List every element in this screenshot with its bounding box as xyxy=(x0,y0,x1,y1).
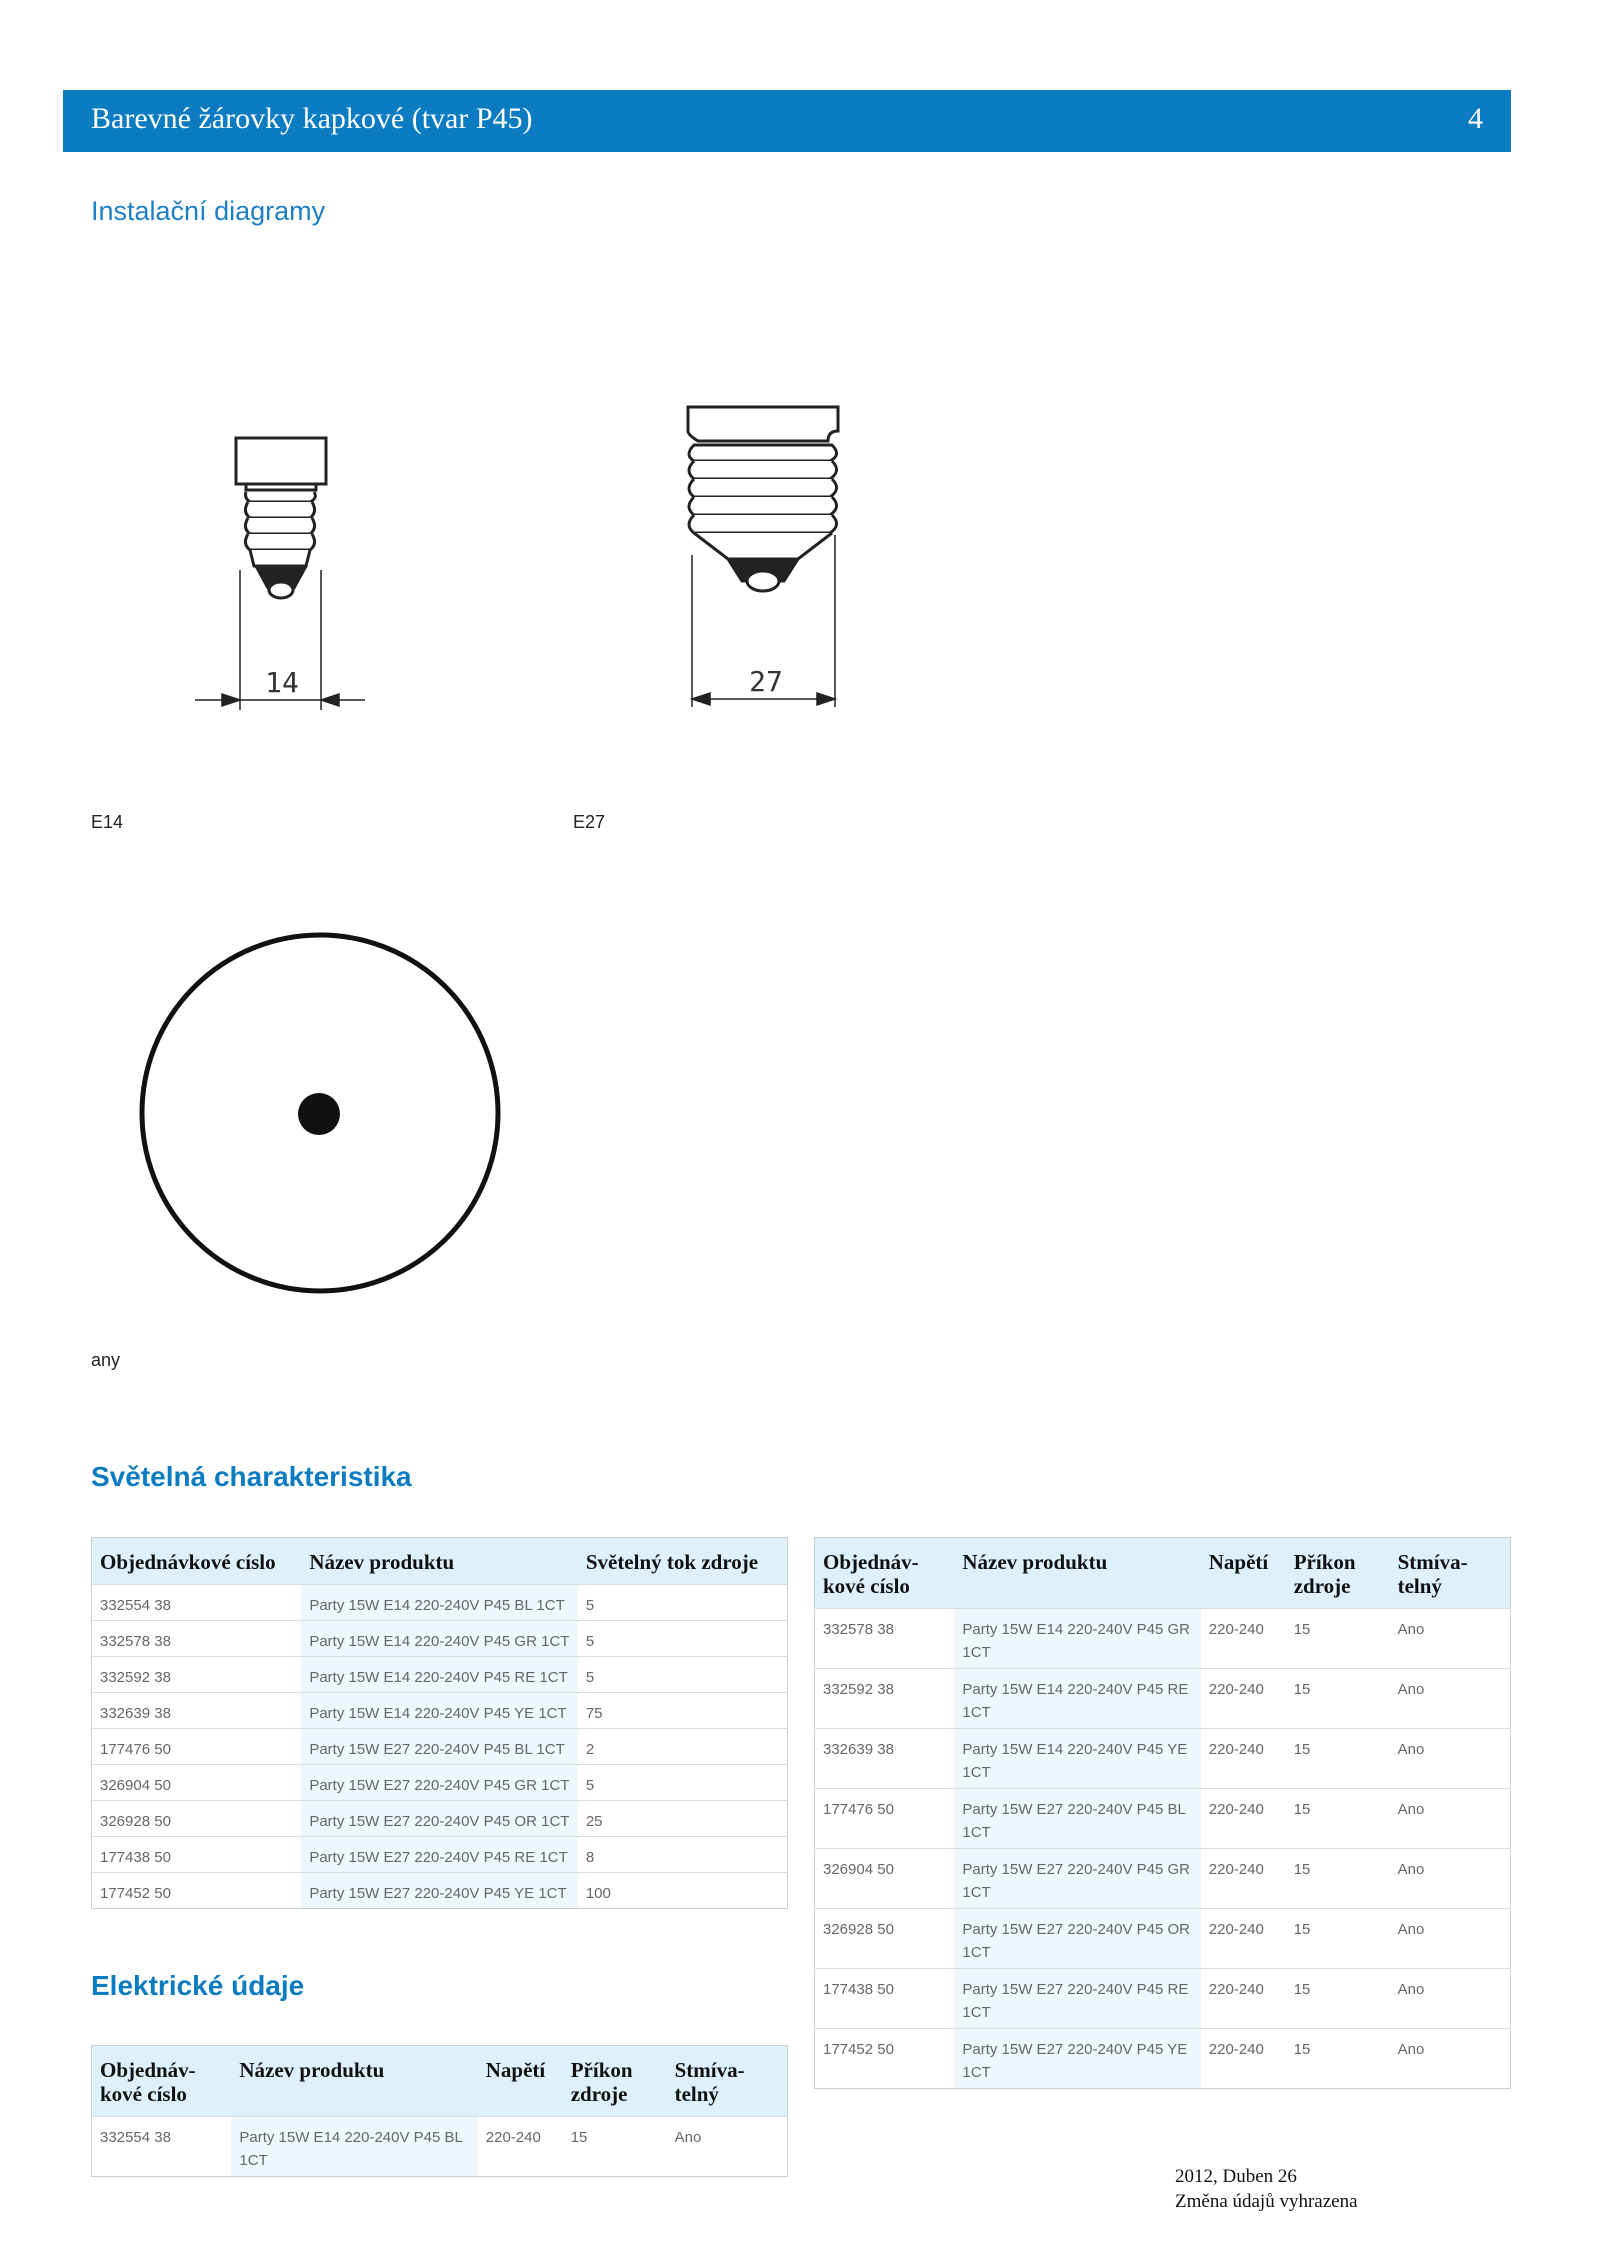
electrical-table-header xyxy=(815,1538,1511,1609)
installation-title: Instalační diagramy xyxy=(91,196,326,226)
table-row: 326904 50 Party 15W E27 220-240V P45 GR 1CT 220-240 15 Ano xyxy=(815,1849,1511,1909)
col-dimmable: Stmíva-telný xyxy=(667,2046,788,2117)
table-row: 177438 50 Party 15W E27 220-240V P45 RE 1CT 8 xyxy=(92,1837,788,1873)
col-voltage: Napětí xyxy=(1201,1538,1286,1609)
col-order-number: Objednáv-kové císlo xyxy=(92,2046,232,2117)
table-row: 332592 38 Party 15W E14 220-240V P45 RE 1CT 220-240 15 Ano xyxy=(815,1669,1511,1729)
table-row: 326904 50 Party 15W E27 220-240V P45 GR 1CT 5 xyxy=(92,1765,788,1801)
e27-socket-drawing xyxy=(688,407,838,591)
orientation-label: any xyxy=(91,1350,121,1370)
table-row: 177452 50 Party 15W E27 220-240V P45 YE 1CT 100 xyxy=(92,1873,788,1909)
table-row: 177438 50 Party 15W E27 220-240V P45 RE 1CT 220-240 15 Ano xyxy=(815,1969,1511,2029)
col-order-number: Objednáv-kové císlo xyxy=(815,1538,955,1609)
col-power: Příkon zdroje xyxy=(1286,1538,1390,1609)
light-table-header xyxy=(92,1538,788,1585)
col-product-name: Název produktu xyxy=(954,1538,1200,1609)
table-row: 177452 50 Party 15W E27 220-240V P45 YE 1CT 220-240 15 Ano xyxy=(815,2029,1511,2089)
col-product-name: Název produktu xyxy=(301,1538,578,1585)
col-order-number: Objednávkové císlo xyxy=(92,1538,302,1585)
e27-label: E27 xyxy=(573,812,606,832)
electrical-table-left xyxy=(91,2045,788,2177)
e14-label: E14 xyxy=(91,812,124,832)
light-section-title: Světelná charakteristika xyxy=(91,1461,412,1492)
table-row: 332639 38 Party 15W E14 220-240V P45 YE 1CT 75 xyxy=(92,1693,788,1729)
e14-dimension: 14 xyxy=(265,666,299,699)
footer-date: 2012, Duben 26 xyxy=(1175,2166,1297,2187)
table-row: 177476 50 Party 15W E27 220-240V P45 BL 1CT 220-240 15 Ano xyxy=(815,1789,1511,1849)
table-row: 332554 38 Party 15W E14 220-240V P45 BL 1CT 220-240 15 Ano xyxy=(92,2117,788,2177)
table-row: 332578 38 Party 15W E14 220-240V P45 GR 1CT 5 xyxy=(92,1621,788,1657)
electrical-section-title: Elektrické údaje xyxy=(91,1970,305,2001)
bulb-center-dot xyxy=(298,1093,340,1135)
table-row: 326928 50 Party 15W E27 220-240V P45 OR 1CT 25 xyxy=(92,1801,788,1837)
light-table xyxy=(91,1537,788,1909)
table-row: 326928 50 Party 15W E27 220-240V P45 OR 1CT 220-240 15 Ano xyxy=(815,1909,1511,1969)
col-luminous-flux: Světelný tok zdroje xyxy=(578,1538,788,1585)
electrical-table-header xyxy=(92,2046,788,2117)
table-row: 332639 38 Party 15W E14 220-240V P45 YE 1CT 220-240 15 Ano xyxy=(815,1729,1511,1789)
e27-socket-diagram xyxy=(670,395,870,715)
page-number: 4 xyxy=(1468,102,1483,135)
footer-note: Změna údajů vyhrazena xyxy=(1175,2191,1358,2212)
col-power: Příkon zdroje xyxy=(563,2046,667,2117)
electrical-table-right xyxy=(814,1537,1511,2089)
col-dimmable: Stmíva-telný xyxy=(1390,1538,1511,1609)
table-row: 332578 38 Party 15W E14 220-240V P45 GR 1CT 220-240 15 Ano xyxy=(815,1609,1511,1669)
col-product-name: Název produktu xyxy=(231,2046,477,2117)
page-title: Barevné žárovky kapkové (tvar P45) xyxy=(91,102,533,135)
header-bar xyxy=(63,90,1511,152)
footer xyxy=(1175,2164,1358,2214)
col-voltage: Napětí xyxy=(478,2046,563,2117)
table-row: 332592 38 Party 15W E14 220-240V P45 RE 1CT 5 xyxy=(92,1657,788,1693)
e14-socket-diagram xyxy=(190,420,380,720)
e14-socket-drawing xyxy=(236,438,326,598)
table-row: 332554 38 Party 15W E14 220-240V P45 BL 1CT 5 xyxy=(92,1585,788,1621)
e27-dimension: 27 xyxy=(749,665,783,698)
table-row: 177476 50 Party 15W E27 220-240V P45 BL 1CT 2 xyxy=(92,1729,788,1765)
orientation-diagram xyxy=(135,925,505,1295)
